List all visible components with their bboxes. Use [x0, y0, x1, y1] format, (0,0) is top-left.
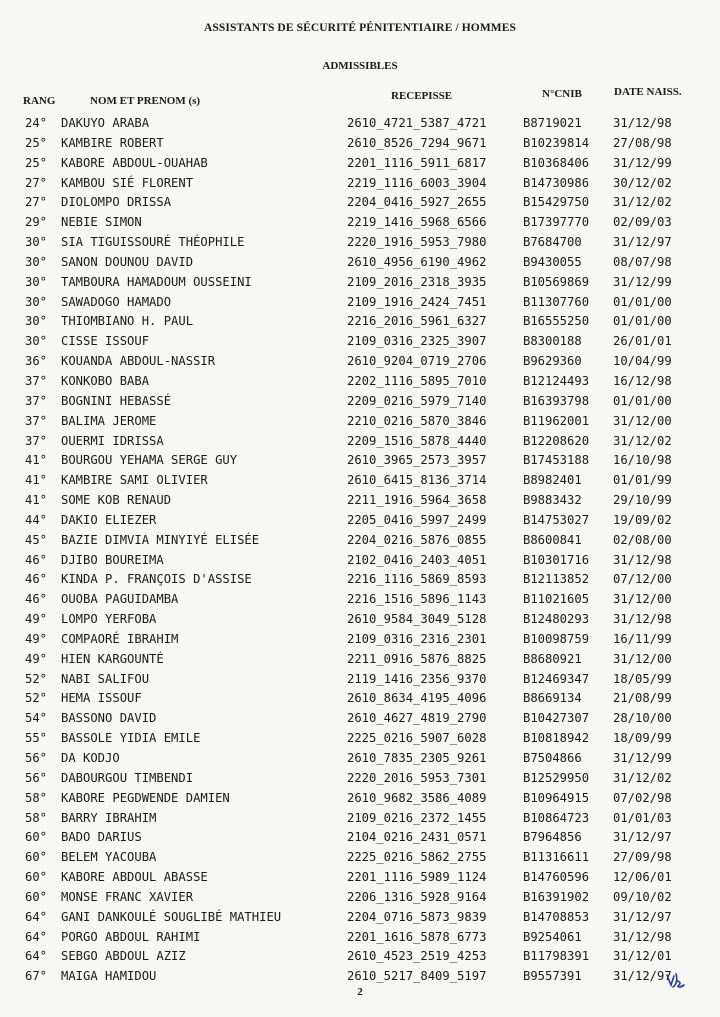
rank-cell: 24°: [25, 116, 48, 130]
rank-cell: 30°: [25, 334, 48, 349]
table-row: [0, 450, 720, 470]
table-row: [0, 688, 720, 708]
table-row: [0, 867, 720, 887]
table-row: [0, 669, 720, 689]
name-cell: KAMBIRE SAMI OLIVIER: [61, 473, 208, 488]
receipt-cell: 2206_1316_5928_9164: [347, 889, 487, 904]
rank-cell: 46°: [25, 552, 48, 567]
receipt-cell: 2109_1916_2424_7451: [347, 294, 487, 309]
table-row: [0, 609, 720, 629]
rank-cell: 49°: [25, 612, 48, 627]
name-cell: MAIGA HAMIDOU: [61, 969, 157, 984]
receipt-cell: 2119_1416_2356_9370: [347, 671, 487, 686]
rank-cell: 25°: [25, 135, 48, 150]
receipt-cell: 2109_0316_2325_3907: [347, 334, 487, 349]
name-cell: KABORE ABDOUL-OUAHAB: [61, 155, 208, 170]
rank-cell: 41°: [25, 493, 48, 508]
name-cell: NABI SALIFOU: [61, 671, 150, 686]
name-cell: THIOMBIANO H. PAUL: [61, 314, 194, 329]
rank-cell: 30°: [25, 274, 48, 289]
cnib-cell: B11307760: [523, 294, 590, 309]
name-cell: KAMBOU SIÉ FLORENT: [61, 175, 194, 190]
birth-date-cell: 31/12/02: [613, 433, 672, 448]
rank-cell: 30°: [25, 254, 48, 269]
cnib-cell: B12208620: [523, 433, 590, 448]
cnib-cell: B11021605: [523, 592, 590, 607]
receipt-cell: 2610_8526_7294_9671: [347, 135, 487, 150]
birth-date-cell: 01/01/00: [613, 314, 672, 329]
cnib-cell: B16555250: [523, 314, 590, 329]
receipt-cell: 2202_1116_5895_7010: [347, 373, 487, 388]
rank-cell: 64°: [25, 949, 48, 964]
receipt-cell: 2225_0216_5907_6028: [347, 731, 487, 746]
name-cell: BADO DARIUS: [61, 830, 142, 845]
rank-cell: 56°: [25, 770, 48, 785]
cnib-cell: B8680921: [523, 651, 582, 666]
table-row: [0, 629, 720, 649]
receipt-cell: 2610_4627_4819_2790: [347, 711, 487, 726]
name-cell: BARRY IBRAHIM: [61, 810, 157, 825]
cnib-cell: B10301716: [523, 552, 590, 567]
table-row: [0, 550, 720, 570]
column-header-receipt: RECEPISSE: [391, 90, 453, 102]
table-row: [0, 153, 720, 173]
birth-date-cell: 01/01/99: [613, 473, 672, 488]
name-cell: BOURGOU YEHAMA SERGE GUY: [61, 453, 238, 468]
name-cell: OUOBA PAGUIDAMBA: [61, 592, 179, 607]
table-row: [0, 331, 720, 351]
document-subtitle: ADMISSIBLES: [322, 60, 398, 72]
birth-date-cell: 07/12/00: [613, 572, 672, 587]
cnib-cell: B12480293: [523, 612, 590, 627]
cnib-cell: B8600841: [523, 532, 582, 547]
cnib-cell: B7964856: [523, 830, 582, 845]
cnib-cell: B15429750: [523, 195, 590, 210]
cnib-cell: B10818942: [523, 731, 590, 746]
cnib-cell: B12529950: [523, 770, 590, 785]
name-cell: SEBGO ABDOUL AZIZ: [61, 949, 186, 964]
receipt-cell: 2219_1116_6003_3904: [347, 175, 487, 190]
page-number: 2: [357, 986, 363, 998]
rank-cell: 60°: [25, 889, 48, 904]
rank-cell: 46°: [25, 592, 48, 607]
table-row: [0, 292, 720, 312]
rank-cell: 52°: [25, 671, 48, 686]
receipt-cell: 2220_1916_5953_7980: [347, 235, 487, 250]
birth-date-cell: 31/12/98: [613, 552, 672, 567]
receipt-cell: 2201_1116_5911_6817: [347, 155, 487, 170]
table-row: [0, 907, 720, 927]
table-row: [0, 748, 720, 768]
cnib-cell: B12469347: [523, 671, 590, 686]
birth-date-cell: 01/01/03: [613, 810, 672, 825]
table-row: [0, 411, 720, 431]
birth-date-cell: 30/12/02: [613, 175, 672, 190]
name-cell: SANON DOUNOU DAVID: [61, 254, 194, 269]
table-row: [0, 431, 720, 451]
cnib-cell: B10427307: [523, 711, 590, 726]
name-cell: DJIBO BOUREIMA: [61, 552, 164, 567]
name-cell: NEBIE SIMON: [61, 215, 142, 230]
name-cell: KOUANDA ABDOUL-NASSIR: [61, 354, 216, 369]
receipt-cell: 2610_9204_0719_2706: [347, 354, 487, 369]
receipt-cell: 2610_9682_3586_4089: [347, 790, 487, 805]
birth-date-cell: 16/11/99: [613, 631, 672, 646]
receipt-cell: 2211_1916_5964_3658: [347, 493, 487, 508]
birth-date-cell: 16/12/98: [613, 373, 672, 388]
receipt-cell: 2610_3965_2573_3957: [347, 453, 487, 468]
birth-date-cell: 31/12/01: [613, 949, 672, 964]
table-row: [0, 966, 720, 986]
cnib-cell: B16393798: [523, 393, 590, 408]
birth-date-cell: 31/12/99: [613, 274, 672, 289]
receipt-cell: 2216_2016_5961_6327: [347, 314, 487, 329]
name-cell: DIOLOMPO DRISSA: [61, 195, 172, 210]
name-cell: DAKIO ELIEZER: [61, 512, 157, 527]
birth-date-cell: 31/12/97: [613, 830, 672, 845]
name-cell: SIA TIGUISSOURÉ THÉOPHILE: [61, 235, 245, 250]
rank-cell: 27°: [25, 195, 48, 210]
birth-date-cell: 31/12/97: [613, 235, 672, 250]
rank-cell: 30°: [25, 314, 48, 329]
birth-date-cell: 08/07/98: [613, 254, 672, 269]
rank-cell: 60°: [25, 830, 48, 845]
birth-date-cell: 09/10/02: [613, 889, 672, 904]
column-header-rank: RANG: [23, 95, 56, 107]
table-row: [0, 768, 720, 788]
birth-date-cell: 02/09/03: [613, 215, 672, 230]
cnib-cell: B8669134: [523, 691, 582, 706]
name-cell: MONSE FRANC XAVIER: [61, 889, 194, 904]
birth-date-cell: 18/05/99: [613, 671, 672, 686]
rank-cell: 58°: [25, 790, 48, 805]
name-cell: OUERMI IDRISSA: [61, 433, 164, 448]
rank-cell: 37°: [25, 413, 48, 428]
receipt-cell: 2109_2016_2318_3935: [347, 274, 487, 289]
birth-date-cell: 31/12/02: [613, 195, 672, 210]
rank-cell: 36°: [25, 354, 48, 369]
name-cell: PORGO ABDOUL RAHIMI: [61, 929, 201, 944]
receipt-cell: 2209_1516_5878_4440: [347, 433, 487, 448]
name-cell: GANI DANKOULÉ SOUGLIBÉ MATHIEU: [61, 909, 282, 924]
table-row: [0, 510, 720, 530]
cnib-cell: B11316611: [523, 850, 590, 865]
birth-date-cell: 12/06/01: [613, 870, 672, 885]
column-header-birth-date: DATE NAISS.: [614, 86, 682, 98]
receipt-cell: 2610_4956_6190_4962: [347, 254, 487, 269]
birth-date-cell: 16/10/98: [613, 453, 672, 468]
table-row: [0, 788, 720, 808]
name-cell: HIEN KARGOUNTÉ: [61, 651, 164, 666]
receipt-cell: 2610_5217_8409_5197: [347, 969, 487, 984]
document-title: ASSISTANTS DE SÉCURITÉ PÉNITENTIAIRE / HOMMES: [204, 22, 516, 34]
table-row: [0, 351, 720, 371]
name-cell: DAKUYO ARABA: [61, 116, 150, 130]
table-row: [0, 927, 720, 947]
receipt-cell: 2216_1516_5896_1143: [347, 592, 487, 607]
table-row: [0, 708, 720, 728]
receipt-cell: 2102_0416_2403_4051: [347, 552, 487, 567]
receipt-cell: 2211_0916_5876_8825: [347, 651, 487, 666]
rank-cell: 67°: [25, 969, 48, 984]
cnib-cell: B9254061: [523, 929, 582, 944]
table-row: [0, 649, 720, 669]
birth-date-cell: 02/08/00: [613, 532, 672, 547]
receipt-cell: 2204_0716_5873_9839: [347, 909, 487, 924]
cnib-cell: B14730986: [523, 175, 590, 190]
name-cell: KABORE ABDOUL ABASSE: [61, 870, 208, 885]
rank-cell: 25°: [25, 155, 48, 170]
rank-cell: 37°: [25, 433, 48, 448]
column-header-name: NOM ET PRENOM (s): [90, 95, 201, 107]
cnib-cell: B8719021: [523, 116, 582, 130]
cnib-cell: B10964915: [523, 790, 590, 805]
rank-cell: 52°: [25, 691, 48, 706]
name-cell: LOMPO YERFOBA: [61, 612, 157, 627]
table-row: [0, 827, 720, 847]
table-row: [0, 728, 720, 748]
table-row: [0, 252, 720, 272]
table-row: [0, 946, 720, 966]
table-row: [0, 847, 720, 867]
name-cell: DABOURGOU TIMBENDI: [61, 770, 194, 785]
birth-date-cell: 31/12/98: [613, 612, 672, 627]
rank-cell: 45°: [25, 532, 48, 547]
cnib-cell: B8300188: [523, 334, 582, 349]
birth-date-cell: 19/09/02: [613, 512, 672, 527]
cnib-cell: B17453188: [523, 453, 590, 468]
candidates-table: [0, 113, 720, 986]
rank-cell: 58°: [25, 810, 48, 825]
birth-date-cell: 26/01/01: [613, 334, 672, 349]
receipt-cell: 2210_0216_5870_3846: [347, 413, 487, 428]
table-row: [0, 113, 720, 133]
name-cell: CISSE ISSOUF: [61, 334, 150, 349]
table-row: [0, 589, 720, 609]
table-row: [0, 887, 720, 907]
rank-cell: 49°: [25, 651, 48, 666]
receipt-cell: 2610_8634_4195_4096: [347, 691, 487, 706]
cnib-cell: B16391902: [523, 889, 590, 904]
rank-cell: 64°: [25, 909, 48, 924]
rank-cell: 60°: [25, 850, 48, 865]
receipt-cell: 2109_0316_2316_2301: [347, 631, 487, 646]
receipt-cell: 2610_4523_2519_4253: [347, 949, 487, 964]
name-cell: SOME KOB RENAUD: [61, 493, 172, 508]
receipt-cell: 2610_6415_8136_3714: [347, 473, 487, 488]
birth-date-cell: 29/10/99: [613, 493, 672, 508]
rank-cell: 27°: [25, 175, 48, 190]
receipt-cell: 2204_0216_5876_0855: [347, 532, 487, 547]
rank-cell: 46°: [25, 572, 48, 587]
birth-date-cell: 31/12/98: [613, 116, 672, 130]
name-cell: KAMBIRE ROBERT: [61, 135, 164, 150]
rank-cell: 60°: [25, 870, 48, 885]
cnib-cell: B10368406: [523, 155, 590, 170]
cnib-cell: B14760596: [523, 870, 590, 885]
birth-date-cell: 31/12/98: [613, 929, 672, 944]
name-cell: HEMA ISSOUF: [61, 691, 142, 706]
table-row: [0, 371, 720, 391]
name-cell: BASSONO DAVID: [61, 711, 157, 726]
name-cell: BALIMA JEROME: [61, 413, 157, 428]
receipt-cell: 2219_1416_5968_6566: [347, 215, 487, 230]
receipt-cell: 2610_7835_2305_9261: [347, 751, 487, 765]
rank-cell: 49°: [25, 631, 48, 646]
cnib-cell: B9883432: [523, 493, 582, 508]
cnib-cell: B11962001: [523, 413, 590, 428]
birth-date-cell: 18/09/99: [613, 731, 672, 746]
birth-date-cell: 31/12/97: [613, 909, 672, 924]
name-cell: BAZIE DIMVIA MINYIYÉ ELISÉE: [61, 532, 260, 547]
birth-date-cell: 31/12/97: [613, 969, 672, 984]
table-row: [0, 530, 720, 550]
table-row: [0, 272, 720, 292]
cnib-cell: B9557391: [523, 969, 582, 984]
table-row: [0, 391, 720, 411]
rank-cell: 54°: [25, 711, 48, 726]
birth-date-cell: 31/12/00: [613, 413, 672, 428]
rank-cell: 37°: [25, 393, 48, 408]
table-row: [0, 192, 720, 212]
table-row: [0, 311, 720, 331]
name-cell: KONKOBO BABA: [61, 373, 150, 388]
rank-cell: 64°: [25, 929, 48, 944]
cnib-cell: B7684700: [523, 235, 582, 250]
cnib-cell: B9629360: [523, 354, 582, 369]
column-header-cnib: N°CNIB: [542, 88, 582, 100]
rank-cell: 41°: [25, 453, 48, 468]
birth-date-cell: 21/08/99: [613, 691, 672, 706]
name-cell: BASSOLE YIDIA EMILE: [61, 731, 201, 746]
cnib-cell: B12113852: [523, 572, 590, 587]
receipt-cell: 2610_4721_5387_4721: [347, 116, 487, 130]
table-row: [0, 173, 720, 193]
rank-cell: 56°: [25, 751, 48, 765]
name-cell: KABORE PEGDWENDE DAMIEN: [61, 790, 230, 805]
birth-date-cell: 31/12/00: [613, 651, 672, 666]
table-row: [0, 490, 720, 510]
cnib-cell: B10239814: [523, 135, 590, 150]
cnib-cell: B14753027: [523, 512, 590, 527]
rank-cell: 41°: [25, 473, 48, 488]
cnib-cell: B17397770: [523, 215, 590, 230]
cnib-cell: B10569869: [523, 274, 590, 289]
cnib-cell: B12124493: [523, 373, 590, 388]
birth-date-cell: 31/12/99: [613, 155, 672, 170]
name-cell: TAMBOURA HAMADOUM OUSSEINI: [61, 274, 252, 289]
birth-date-cell: 31/12/99: [613, 751, 672, 765]
name-cell: BOGNINI HEBASSÉ: [61, 393, 172, 408]
receipt-cell: 2610_9584_3049_5128: [347, 612, 487, 627]
rank-cell: 37°: [25, 373, 48, 388]
birth-date-cell: 27/09/98: [613, 850, 672, 865]
table-row: [0, 133, 720, 153]
table-row: [0, 808, 720, 828]
cnib-cell: B8982401: [523, 473, 582, 488]
rank-cell: 55°: [25, 731, 48, 746]
birth-date-cell: 07/02/98: [613, 790, 672, 805]
receipt-cell: 2205_0416_5997_2499: [347, 512, 487, 527]
rank-cell: 30°: [25, 235, 48, 250]
receipt-cell: 2220_2016_5953_7301: [347, 770, 487, 785]
cnib-cell: B11798391: [523, 949, 590, 964]
table-row: [0, 470, 720, 490]
receipt-cell: 2225_0216_5862_2755: [347, 850, 487, 865]
cnib-cell: B9430055: [523, 254, 582, 269]
receipt-cell: 2216_1116_5869_8593: [347, 572, 487, 587]
birth-date-cell: 31/12/02: [613, 770, 672, 785]
cnib-cell: B7504866: [523, 751, 582, 765]
table-row: [0, 569, 720, 589]
rank-cell: 44°: [25, 512, 48, 527]
cnib-cell: B14708853: [523, 909, 590, 924]
name-cell: BELEM YACOUBA: [61, 850, 157, 865]
receipt-cell: 2109_0216_2372_1455: [347, 810, 487, 825]
birth-date-cell: 28/10/00: [613, 711, 672, 726]
receipt-cell: 2201_1116_5989_1124: [347, 870, 487, 885]
receipt-cell: 2201_1616_5878_6773: [347, 929, 487, 944]
receipt-cell: 2104_0216_2431_0571: [347, 830, 487, 845]
birth-date-cell: 31/12/00: [613, 592, 672, 607]
birth-date-cell: 01/01/00: [613, 294, 672, 309]
birth-date-cell: 27/08/98: [613, 135, 672, 150]
receipt-cell: 2209_0216_5979_7140: [347, 393, 487, 408]
name-cell: SAWADOGO HAMADO: [61, 294, 172, 309]
cnib-cell: B10864723: [523, 810, 590, 825]
birth-date-cell: 10/04/99: [613, 354, 672, 369]
name-cell: DA KODJO: [61, 751, 120, 765]
table-row: [0, 232, 720, 252]
name-cell: KINDA P. FRANÇOIS D'ASSISE: [61, 572, 252, 587]
receipt-cell: 2204_0416_5927_2655: [347, 195, 487, 210]
table-row: [0, 212, 720, 232]
rank-cell: 30°: [25, 294, 48, 309]
birth-date-cell: 01/01/00: [613, 393, 672, 408]
name-cell: COMPAORÉ IBRAHIM: [61, 631, 179, 646]
cnib-cell: B10098759: [523, 631, 590, 646]
rank-cell: 29°: [25, 215, 48, 230]
